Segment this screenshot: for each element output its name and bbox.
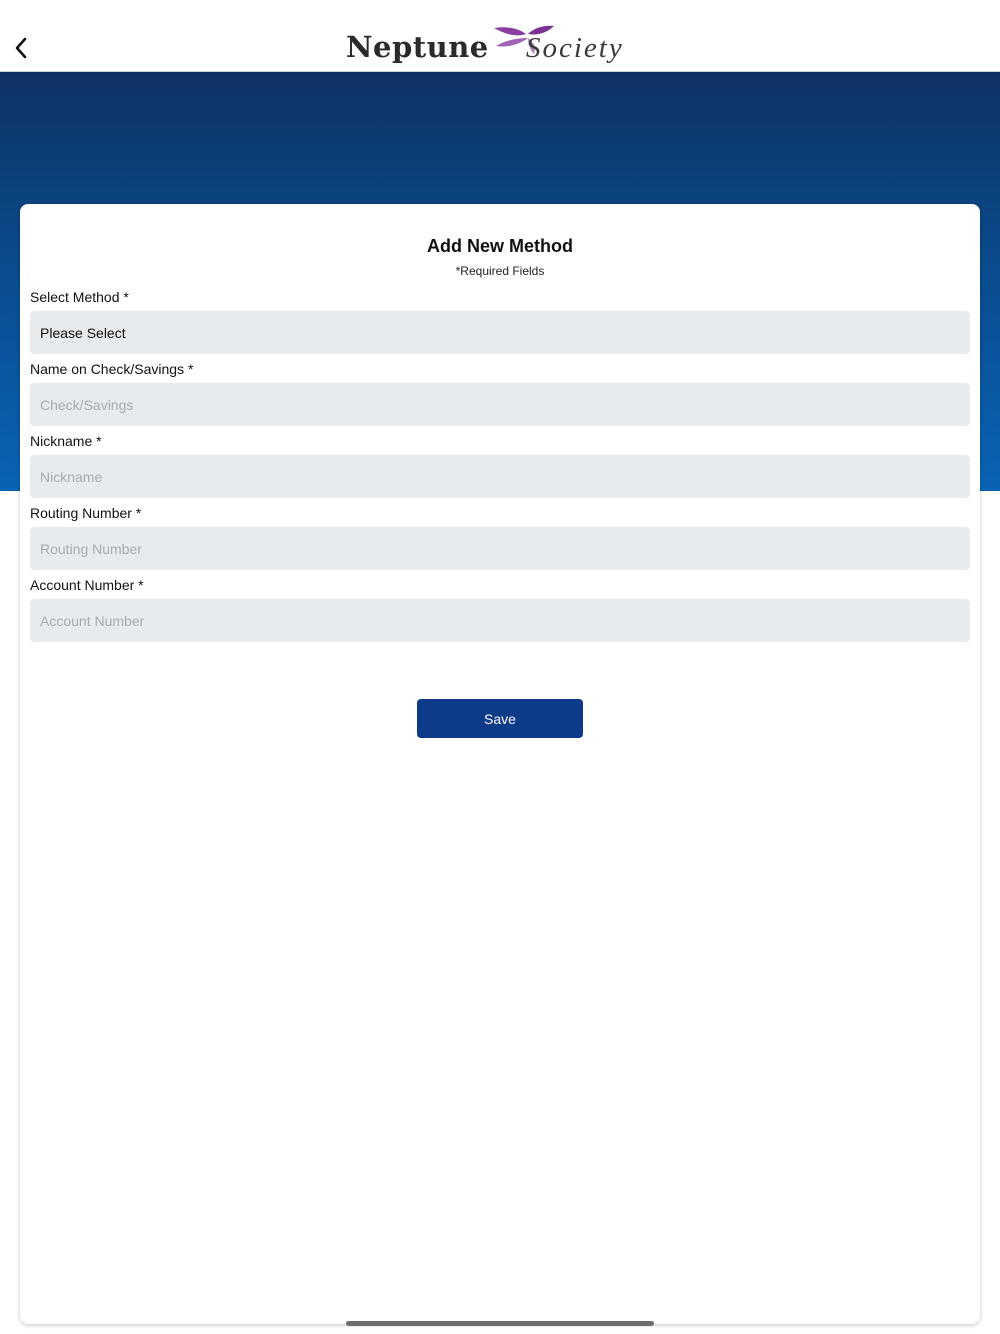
select-method-label: Select Method *	[30, 289, 129, 305]
nickname-input[interactable]	[40, 469, 960, 485]
chevron-left-icon	[13, 36, 29, 60]
account-number-input[interactable]	[40, 613, 960, 629]
top-nav-bar	[0, 0, 1000, 72]
name-on-check-input[interactable]	[40, 397, 960, 413]
page-title: Add New Method	[427, 236, 573, 256]
neptune-society-logo	[340, 20, 660, 70]
routing-number-field[interactable]	[30, 527, 970, 570]
name-on-check-field[interactable]	[30, 383, 970, 426]
account-number-label: Account Number *	[30, 577, 144, 593]
home-indicator[interactable]	[346, 1321, 654, 1326]
name-on-check-label: Name on Check/Savings *	[30, 361, 194, 377]
add-method-card	[20, 204, 980, 1324]
routing-number-input[interactable]	[40, 541, 960, 557]
save-button[interactable]: Save	[417, 699, 583, 738]
routing-number-label: Routing Number *	[30, 505, 142, 521]
back-button[interactable]	[6, 30, 36, 66]
nickname-field[interactable]	[30, 455, 970, 498]
nickname-label: Nickname *	[30, 433, 102, 449]
logo-word-society: Society	[526, 32, 624, 64]
required-fields-note: *Required Fields	[455, 264, 545, 278]
select-method-dropdown[interactable]	[30, 311, 970, 354]
account-number-field[interactable]	[30, 599, 970, 642]
logo-word-neptune: Neptune	[346, 30, 489, 64]
select-method-value: Please Select	[40, 324, 126, 341]
